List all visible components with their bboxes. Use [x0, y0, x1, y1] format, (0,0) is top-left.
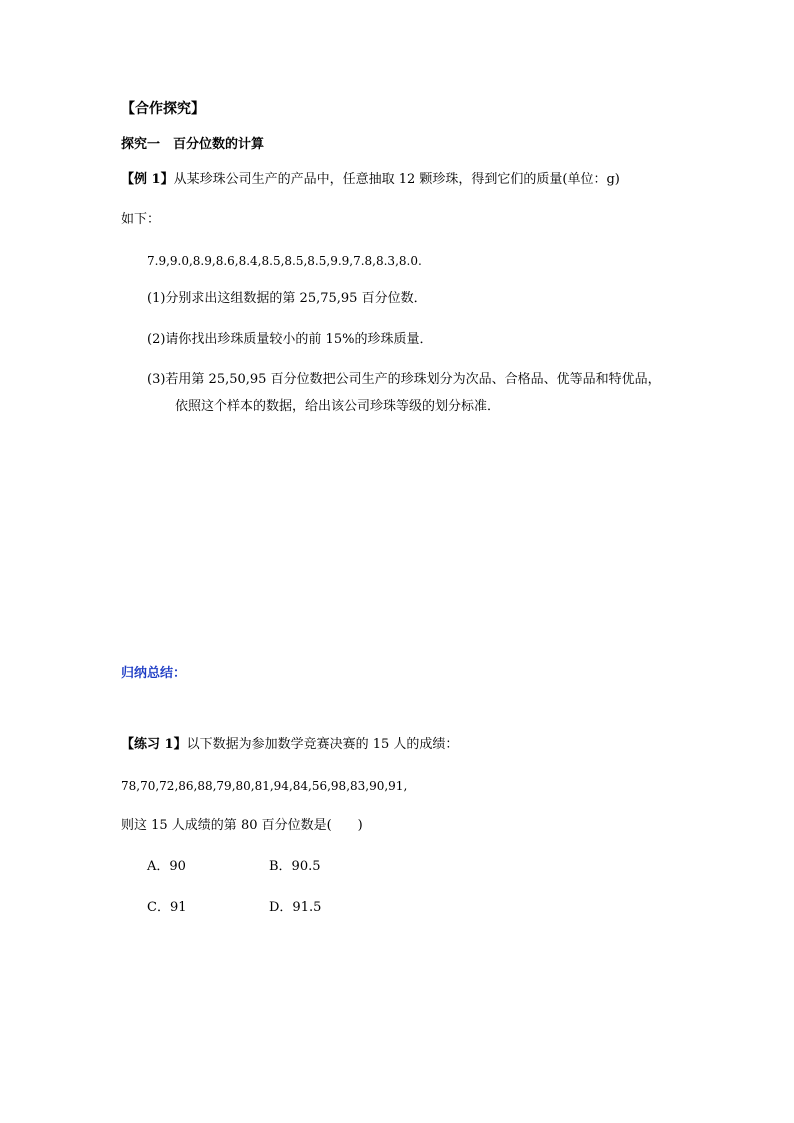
example1-question-3-line2: 依照这个样本的数据，给出该公司珍珠等级的划分标准． [175, 399, 501, 414]
practice1-question: 则这 15 人成绩的第 80 百分位数是( ) [121, 818, 363, 833]
explore1-title: 探究一 百分位数的计算 [121, 137, 265, 152]
example1-question-1: (1)分别求出这组数据的第 25,75,95 百分位数． [147, 291, 427, 306]
practice1-paragraph [121, 736, 458, 754]
practice1-data: 78,70,72,86,88,79,80,81,94,84,56,98,83,90,91, [121, 779, 408, 793]
example1-data: 7.9,9.0,8.9,8.6,8.4,8.5,8.5,8.5,9.9,7.8,8.3,8.0. [147, 254, 422, 268]
choice-a: A．90 [147, 859, 186, 874]
practice1-text: 以下数据为参加数学竞赛决赛的 15 人的成绩： [186, 737, 459, 752]
example1-label: 【例 1】 [121, 172, 174, 187]
choice-d: D．91.5 [269, 900, 322, 915]
example1-text-cont: 如下： [121, 212, 161, 227]
choice-b: B．90.5 [269, 859, 321, 874]
example1-question-3-line1: (3)若用第 25,50,95 百分位数把公司生产的珍珠划分为次品、合格品、优等品和特优品， [147, 372, 661, 387]
summary-label: 归纳总结： [121, 666, 187, 681]
choice-c: C．91 [147, 900, 187, 915]
example1-paragraph [121, 171, 620, 189]
example1-text: 从某珍珠公司生产的产品中，任意抽取 12 颗珍珠，得到它们的质量(单位：g) [173, 172, 620, 187]
practice1-label: 【练习 1】 [121, 737, 187, 752]
example1-question-2: (2)请你找出珍珠质量较小的前 15%的珍珠质量． [147, 332, 433, 347]
section-title: 【合作探究】 [121, 101, 205, 117]
